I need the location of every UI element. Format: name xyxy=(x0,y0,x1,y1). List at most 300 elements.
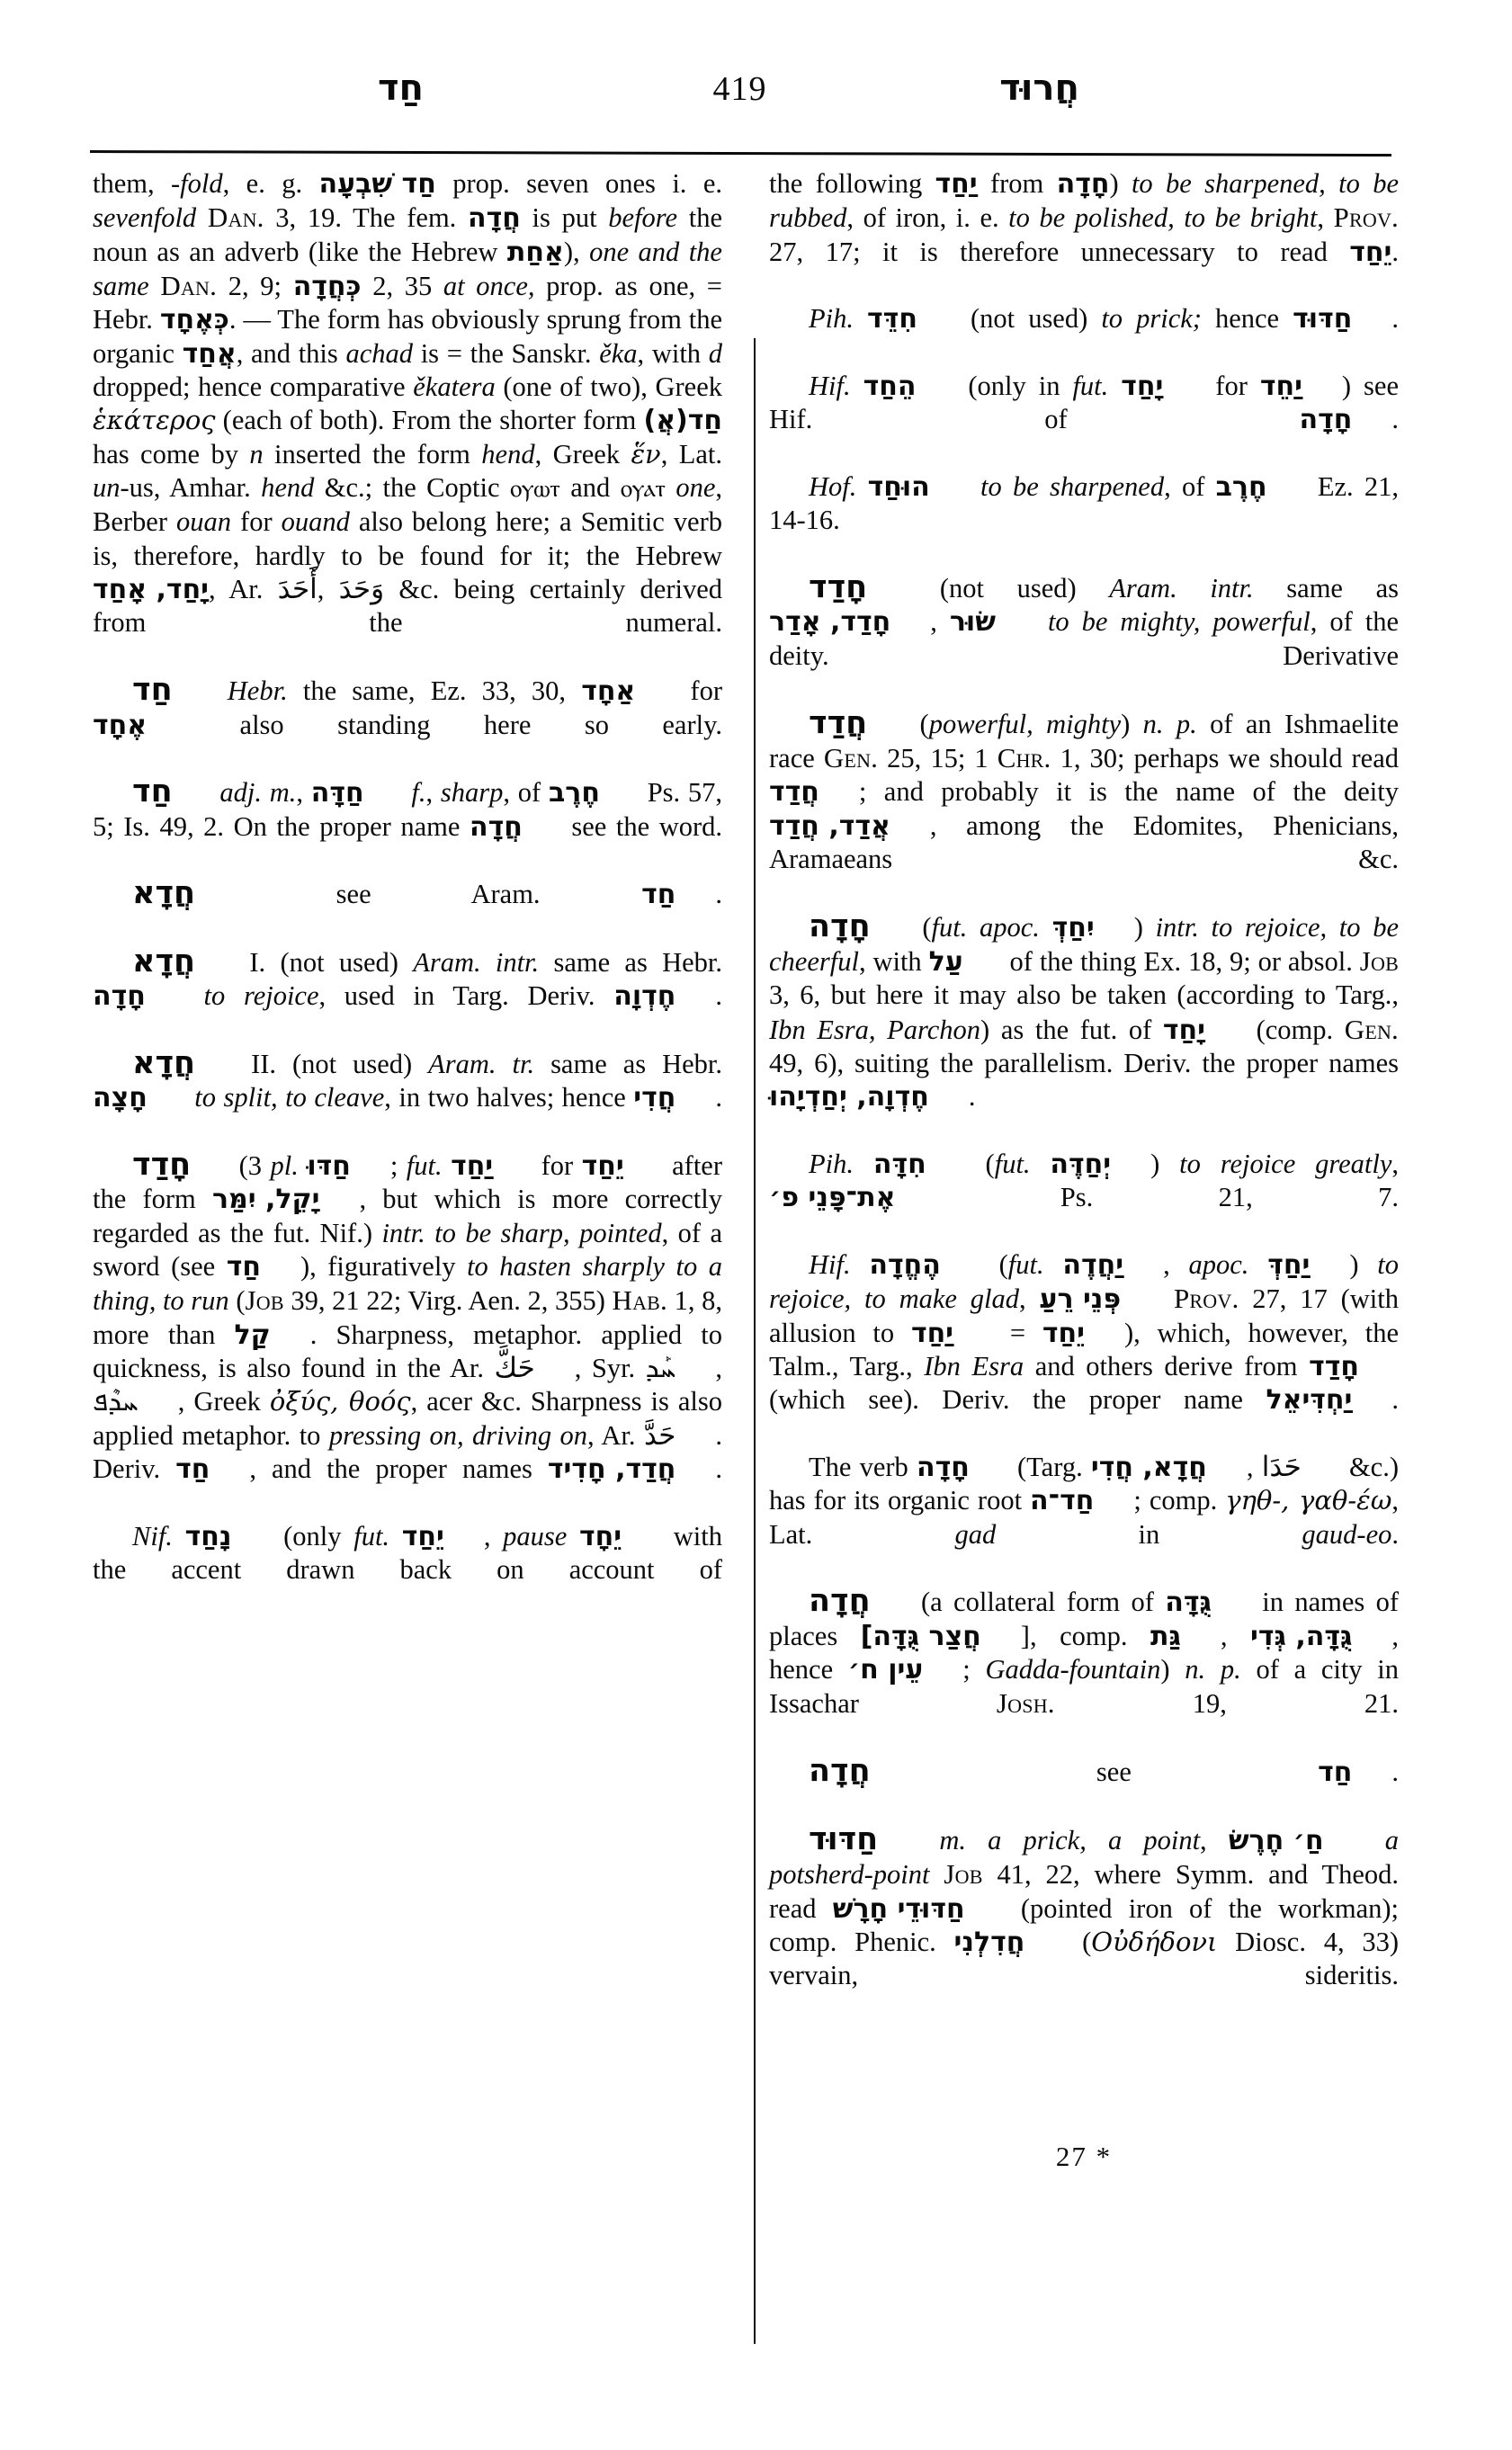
greek-word: γηθ-, γαθ-έω xyxy=(1225,1485,1392,1516)
hebrew-word: יֵחַד xyxy=(581,1149,624,1182)
greek-word: ἑκάτερος xyxy=(93,405,216,436)
body-text: (comp. xyxy=(1244,1014,1345,1045)
hebrew-word: חֲדָה xyxy=(809,1753,871,1790)
body-text: . xyxy=(968,1081,976,1113)
hebrew-word: אֲחַד xyxy=(182,337,237,370)
body-text xyxy=(970,471,980,502)
gloss-text: ouan xyxy=(176,506,232,538)
gloss-text: hend xyxy=(261,472,315,504)
gloss-text: to be sharpened, to be rubbed xyxy=(769,168,1399,234)
hebrew-word: יָקֵל, יִמַּר xyxy=(211,1184,320,1216)
body-text: , xyxy=(930,606,950,638)
gloss-text: Hif. xyxy=(809,1249,851,1280)
dictionary-entry xyxy=(769,1248,1399,1451)
hebrew-word: חִדֵּד xyxy=(867,303,917,335)
body-text: &c.; the Coptic xyxy=(314,472,510,504)
body-text: them, xyxy=(93,168,172,199)
gloss-text: Pih. xyxy=(809,1148,854,1179)
hebrew-word: אַחַת xyxy=(506,236,564,268)
body-text: , Ar. xyxy=(587,1419,644,1451)
body-text: (only in xyxy=(955,371,1073,402)
body-text: for xyxy=(675,675,722,707)
body-text: 1, 8, more than xyxy=(93,1285,723,1350)
hebrew-word: חָדַד xyxy=(132,1146,192,1183)
body-text: , and the proper names xyxy=(249,1453,548,1485)
hebrew-word: חֲדַד, חָדִיד xyxy=(547,1453,676,1486)
body-text: 2, 35 xyxy=(361,271,443,302)
hebrew-word: יַחֵד xyxy=(1259,371,1302,403)
coptic-word: ⲟⲩⲁⲧ xyxy=(620,475,666,504)
hebrew-word: חַדּוּד xyxy=(809,1820,879,1857)
dictionary-entry xyxy=(769,571,1399,706)
body-text: after the form xyxy=(93,1149,723,1215)
coptic-word: ⲟⲩⲱⲧ xyxy=(509,475,560,504)
body-text xyxy=(1160,1283,1174,1314)
body-text: 27, 17 (with allusion to xyxy=(769,1283,1399,1348)
body-text: the same, Ez. 33, 30, xyxy=(287,675,582,707)
gloss-text: one xyxy=(675,472,716,504)
body-text: , xyxy=(1391,1148,1399,1179)
gloss-text: to split, to cleave xyxy=(194,1082,385,1113)
dictionary-entry xyxy=(769,470,1399,571)
body-text xyxy=(567,1521,579,1551)
greek-word: Οὐδήδονι xyxy=(1091,1926,1218,1957)
dictionary-entry xyxy=(769,302,1399,370)
body-text: (which see). Deriv. the proper name xyxy=(769,1384,1266,1416)
body-text: see Aram. xyxy=(235,879,642,910)
hebrew-word: חָדָה xyxy=(809,908,871,944)
hebrew-word: יֵחַד xyxy=(1349,236,1392,268)
body-text: (each of both). From the shorter form xyxy=(215,405,644,436)
body-text: , among the Edomites, Phenicians, Aramaeans &c. xyxy=(769,809,1399,874)
hebrew-word: חַד xyxy=(132,773,173,810)
body-text: hence xyxy=(1201,303,1293,335)
body-text: ( xyxy=(228,1285,246,1317)
body-text: , Berber xyxy=(93,472,722,538)
body-text: , xyxy=(1163,1249,1189,1280)
body-text: , with xyxy=(858,945,929,977)
body-text xyxy=(1248,1249,1267,1280)
gloss-text: fut. xyxy=(406,1149,443,1181)
gloss-text: Ibn Esra xyxy=(924,1351,1024,1382)
hebrew-word: חֶדְוָה xyxy=(613,980,676,1013)
hebrew-word: חָצָה xyxy=(93,1082,148,1114)
gloss-text: Aram. intr. xyxy=(1109,573,1254,604)
hebrew-word: חַד־ה xyxy=(1030,1485,1095,1517)
body-text: 19, 21. xyxy=(1054,1688,1399,1720)
body-text: 41, 22, where Symm. and Theod. read xyxy=(769,1859,1399,1924)
hebrew-word: חָדָה xyxy=(916,1452,970,1484)
hebrew-word: יַחַדְּ xyxy=(1267,1249,1311,1281)
scripture-reference: Job xyxy=(245,1284,284,1317)
hebrew-word: יֵחַד xyxy=(401,1520,444,1552)
gloss-text: to rejoice xyxy=(203,980,319,1012)
body-text: , Lat. xyxy=(660,438,722,469)
body-text xyxy=(212,675,228,706)
hebrew-word: חָדָה xyxy=(1056,168,1110,200)
gloss-text: fut. apoc. xyxy=(931,911,1040,943)
body-text xyxy=(1040,912,1052,943)
body-text: of an Ishmaelite race xyxy=(769,708,1399,773)
body-text: = xyxy=(993,1317,1042,1348)
body-text xyxy=(854,303,867,334)
hebrew-word: חַד xyxy=(641,879,676,911)
body-text xyxy=(1031,1149,1051,1179)
body-text: (one of two), Greek xyxy=(495,371,723,403)
gloss-text: adj. m. xyxy=(219,777,297,809)
gloss-text: to rejoice greatly xyxy=(1179,1148,1392,1179)
body-text: Ps. 57, 5; Is. 49, 2. On the proper name xyxy=(93,777,723,842)
gloss-text: gaud-eo xyxy=(1302,1518,1392,1550)
body-text xyxy=(1044,1249,1063,1280)
body-text: . xyxy=(1391,1757,1399,1788)
body-text: . xyxy=(1391,1518,1399,1550)
body-text: ), xyxy=(563,236,590,267)
right-column xyxy=(769,167,1399,2026)
hebrew-word: כְּחֲדָה xyxy=(292,271,362,303)
arabic-word: وَحَدَ xyxy=(338,573,385,606)
gloss-text: Hif. xyxy=(809,371,851,402)
hebrew-word: עַל xyxy=(928,945,963,978)
hebrew-word: חַד xyxy=(226,1251,261,1283)
body-text: 2, 9; xyxy=(217,271,293,302)
body-text: , and this xyxy=(236,337,346,369)
hebrew-word: חָדַד xyxy=(809,569,868,606)
body-text xyxy=(854,1149,873,1179)
body-text: ( xyxy=(965,1148,995,1179)
gloss-text: ěkatera xyxy=(413,371,496,403)
body-text: , xyxy=(425,777,441,809)
gloss-text: a potsherd-point xyxy=(769,1824,1399,1891)
body-text: , but which is more correctly regarded as the fut. Nif.) xyxy=(93,1184,722,1248)
body-text: ; xyxy=(962,1654,986,1685)
body-text: ) see Hif. of xyxy=(769,371,1399,435)
hebrew-word: חֶרֶב xyxy=(548,777,600,809)
body-text: , xyxy=(296,777,311,809)
gloss-text: Aram. intr. xyxy=(413,946,540,978)
body-text: , of a sword (see xyxy=(93,1217,723,1282)
body-text: also standing here so early. xyxy=(186,709,722,740)
hebrew-word: חַ׳ חֶרֶשׂ xyxy=(1228,1824,1324,1856)
hebrew-word: פְּנֵי רֵעַ xyxy=(1039,1283,1122,1316)
hebrew-word: חֲדָא xyxy=(132,943,196,979)
body-text: Ps. 21, 7. xyxy=(935,1182,1399,1213)
body-text: , xyxy=(1220,1620,1251,1651)
body-text: . xyxy=(1391,236,1399,267)
body-text: (3 xyxy=(230,1149,271,1181)
body-text: ; and probably it is the name of the deity xyxy=(858,776,1399,808)
body-text: 1, 30; perhaps we should read xyxy=(1051,742,1399,773)
gloss-text: intr. to rejoice, to be cheerful xyxy=(769,911,1399,977)
gloss-text: n. p. xyxy=(1185,1654,1241,1685)
body-text: ( xyxy=(1064,1926,1092,1957)
body-text: inserted the form xyxy=(263,438,482,469)
signature-mark: 27 * xyxy=(1055,2141,1113,2172)
gloss-text: at once, xyxy=(443,271,535,302)
hebrew-word: יָחַד, אָחַד xyxy=(93,574,210,606)
body-text: . Deriv. xyxy=(93,1419,722,1485)
body-text: ) xyxy=(1160,1654,1185,1685)
gloss-text: pressing on, driving on xyxy=(328,1419,588,1451)
gloss-text: Aram. tr. xyxy=(428,1048,535,1079)
hebrew-word: חַד xyxy=(175,1453,210,1486)
body-text: , acer &c. Sharpness is also applied metaphor. to xyxy=(93,1386,722,1451)
body-text: II. (not used) xyxy=(235,1048,429,1079)
body-text: in names of places xyxy=(769,1587,1399,1651)
body-text: for xyxy=(1203,371,1260,402)
body-text: of a city in Issachar xyxy=(769,1654,1400,1720)
body-text: 39, 21 22; Virg. Aen. 2, 355) xyxy=(283,1285,613,1317)
hebrew-word: חַדָּה xyxy=(310,777,364,809)
running-head-left-word: חַד xyxy=(378,67,424,109)
body-text: with the accent drawn back on account of xyxy=(93,1520,723,1586)
body-text: . xyxy=(1391,1384,1399,1416)
hebrew-word: גֻּדָּה, גְּדִי xyxy=(1250,1620,1353,1652)
gloss-text: Hof. xyxy=(809,471,857,503)
running-head-right-word: חֲרוּד xyxy=(999,67,1079,109)
gloss-text: to hasten sharply to a thing, to run xyxy=(93,1251,722,1317)
body-text: 3, 6, but here it may also be taken (according to Targ., xyxy=(769,979,1399,1011)
gloss-text: pl. xyxy=(270,1149,299,1181)
gloss-text: pause xyxy=(503,1520,568,1551)
scripture-reference: Dan. xyxy=(160,270,218,302)
body-text: ( xyxy=(980,1249,1008,1280)
hebrew-word: יְחַדֶּה xyxy=(1050,1148,1112,1180)
arabic-word: أَحَدَ xyxy=(277,573,318,606)
gloss-text: ouand xyxy=(281,506,350,538)
body-text: see the word. xyxy=(561,810,723,842)
body-text: , of iron, i. e. xyxy=(846,202,1009,234)
scripture-reference: Hab. xyxy=(612,1284,667,1317)
dictionary-entry xyxy=(769,1820,1400,2026)
text-body xyxy=(0,167,1512,2191)
body-text: 3, 19. The fem. xyxy=(264,202,468,234)
body-text: &c.) has for its organic root xyxy=(769,1452,1400,1516)
body-text: has come by xyxy=(93,438,250,469)
body-text: for xyxy=(532,1149,582,1181)
arabic-word: حَدَا xyxy=(1261,1451,1302,1484)
body-text xyxy=(185,980,204,1011)
hebrew-word: עֵין ח׳ xyxy=(847,1654,924,1686)
body-text: , e. g. xyxy=(222,168,319,199)
greek-word: ὀξύς, θοός xyxy=(269,1386,411,1417)
gloss-text: to be sharpened xyxy=(980,471,1165,503)
hebrew-word: יַחַד xyxy=(935,168,978,200)
body-text xyxy=(917,1825,939,1855)
hebrew-word: הוּחַד xyxy=(867,471,930,504)
gloss-text: fut. xyxy=(1072,371,1109,402)
body-text xyxy=(929,1859,944,1890)
body-text: , Greek xyxy=(534,438,631,469)
body-text: ) as the fut. of xyxy=(980,1014,1163,1045)
body-text: , xyxy=(1200,1824,1229,1855)
body-text: . xyxy=(715,1082,722,1113)
hebrew-word: חֲצַר גֻּדָּה] xyxy=(860,1620,981,1652)
body-text: of the thing Ex. 18, 9; or absol. xyxy=(1002,945,1360,977)
body-text: , Greek xyxy=(177,1386,270,1417)
body-text: ) xyxy=(1121,708,1143,739)
body-text: in xyxy=(996,1518,1302,1550)
hebrew-word: חַד xyxy=(1318,1757,1353,1789)
gloss-text: fut. xyxy=(1007,1249,1044,1280)
hebrew-word: אֲדַד, חֲדַד xyxy=(769,809,890,842)
dictionary-entry xyxy=(93,1044,722,1149)
hebrew-word: חַדּוּדֵי חָרָשׁ xyxy=(832,1892,965,1925)
dictionary-entry xyxy=(93,877,722,945)
hebrew-word: יֵחַד xyxy=(1042,1317,1085,1349)
hebrew-word: יַחַד xyxy=(451,1149,494,1182)
arabic-word: ܚܕܶܦ xyxy=(93,1385,139,1418)
hebrew-word: חֲדָא xyxy=(132,1044,196,1081)
body-text: I. (not used) xyxy=(235,946,414,978)
body-text: &c. being certainly derived from the numeral. xyxy=(93,574,723,639)
body-text xyxy=(1108,371,1121,401)
body-text: 27, 17; it is therefore unnecessary to read xyxy=(769,236,1350,267)
hebrew-word: חַדּוּד xyxy=(1293,303,1353,335)
body-text: (a collateral form of xyxy=(909,1587,1166,1618)
hebrew-word: יָחַד xyxy=(1121,371,1164,403)
hebrew-word: קַל xyxy=(234,1319,271,1351)
hebrew-word: יַחֲדֶה xyxy=(1062,1249,1124,1281)
gloss-text: gad xyxy=(954,1518,997,1550)
gloss-text: intr. to be sharp, pointed xyxy=(381,1217,662,1248)
column-divider xyxy=(754,338,756,2344)
body-text: us, Amhar. xyxy=(129,472,262,504)
body-text: same as Hebr. xyxy=(534,1048,722,1079)
body-text: 49, 6), suiting the parallelism. Deriv. the proper names xyxy=(769,1047,1399,1078)
hebrew-word: יִחַדְּ xyxy=(1051,911,1095,943)
body-text: ; xyxy=(389,1149,407,1181)
body-text: ) xyxy=(1133,911,1156,943)
body-text: the noun as an adverb (like the Hebrew xyxy=(93,202,723,267)
hebrew-word: חֲדִלְנִי xyxy=(953,1926,1025,1958)
body-text: . xyxy=(715,1453,722,1485)
body-text xyxy=(666,472,675,503)
hebrew-word: הֶחֱדָה xyxy=(869,1249,941,1281)
gloss-text: one and the same xyxy=(93,236,722,302)
page-number: 419 xyxy=(712,70,767,108)
hebrew-word: חֲדָא xyxy=(132,875,196,912)
gloss-text: ěka xyxy=(599,337,638,369)
hebrew-word: גַּת xyxy=(1150,1620,1181,1652)
dictionary-entry xyxy=(769,1755,1399,1823)
body-text: (not used) xyxy=(956,303,1102,335)
hebrew-word: גֻּדָּה xyxy=(1165,1587,1212,1619)
body-text: ( xyxy=(907,708,929,739)
gloss-text: -fold xyxy=(171,168,223,199)
body-text: . xyxy=(715,980,722,1012)
body-text: and others derive from xyxy=(1024,1351,1310,1382)
gloss-text: fut. xyxy=(353,1520,390,1551)
hebrew-word: שׂוּר xyxy=(949,606,996,639)
body-text: prop. as one, = Hebr. xyxy=(93,271,722,335)
dictionary-entry xyxy=(769,910,1399,1148)
hebrew-word: יָחַד xyxy=(1162,1014,1205,1046)
body-text: for xyxy=(231,506,282,538)
body-text: , xyxy=(715,1353,722,1384)
hebrew-word: חֲדָה xyxy=(809,1583,871,1620)
hebrew-word: אַחָד xyxy=(581,675,636,708)
body-text: is put xyxy=(520,202,609,234)
body-text: also belong here; a Semitic verb is, therefore, hardly to be found for it; the Hebrew xyxy=(93,506,723,571)
gloss-text: n xyxy=(249,438,264,469)
hebrew-word: חִדָּה xyxy=(872,1148,926,1180)
gloss-text: powerful, mighty xyxy=(928,708,1122,739)
arabic-word: حَدَّ xyxy=(643,1418,676,1452)
arabic-word: ܚܰܕ xyxy=(645,1352,676,1385)
body-text: , Syr. xyxy=(574,1353,646,1384)
body-text xyxy=(389,1521,402,1551)
dictionary-entry xyxy=(769,704,1399,910)
hebrew-word: נָחַד xyxy=(184,1520,232,1552)
body-text: , of xyxy=(503,777,549,809)
gloss-text: d xyxy=(708,337,722,369)
body-text: . xyxy=(1391,404,1399,435)
dictionary-entry xyxy=(93,1146,723,1520)
body-text: ) xyxy=(1150,1148,1180,1179)
hebrew-word: יַחְדִּיאֵל xyxy=(1266,1384,1353,1417)
gloss-text: Nif. xyxy=(132,1520,173,1551)
body-text: , used in Targ. Deriv. xyxy=(318,980,614,1012)
gloss-text: un- xyxy=(93,472,130,504)
gloss-text: to prick; xyxy=(1101,303,1202,335)
body-text xyxy=(851,371,863,401)
scripture-reference: Gen. xyxy=(823,741,879,773)
body-text: , of xyxy=(1164,471,1216,503)
gloss-text: to be polished, to be bright xyxy=(1008,202,1318,234)
hebrew-word: חֶרֶב xyxy=(1215,471,1267,504)
hebrew-word: יֵחָד xyxy=(579,1520,622,1552)
hebrew-word: הֵחַד xyxy=(863,371,917,403)
scripture-reference: Chr. xyxy=(997,741,1051,773)
body-text: ; comp. xyxy=(1133,1485,1226,1516)
body-text: (pointed iron of the workman); comp. Phenic. xyxy=(769,1892,1400,1957)
scripture-reference: Josh. xyxy=(996,1687,1055,1720)
scripture-reference: Prov. xyxy=(1333,201,1399,234)
hebrew-word: חַדּוּ xyxy=(307,1149,351,1182)
body-text: dropped; hence comparative xyxy=(93,371,414,403)
body-text: , with xyxy=(637,337,709,369)
gloss-text: hend xyxy=(481,438,535,469)
hebrew-word: חָדַד xyxy=(1309,1351,1359,1383)
body-text: . — The form has obviously sprung from the organic xyxy=(93,304,722,369)
left-column xyxy=(93,167,722,1621)
body-text: ) xyxy=(1109,168,1132,199)
dictionary-entry xyxy=(93,674,722,775)
body-text: ( xyxy=(909,911,932,943)
body-text: the following xyxy=(769,168,935,199)
body-text xyxy=(173,1521,185,1551)
hebrew-word: אֶת־פָּנֵי פ׳ xyxy=(769,1182,896,1214)
body-text xyxy=(196,202,208,233)
body-text: and xyxy=(559,472,621,504)
scripture-reference: Job xyxy=(944,1858,983,1891)
body-text: from xyxy=(977,168,1057,199)
hebrew-word: חֲדִי xyxy=(633,1082,676,1114)
gloss-text: Gadda-fountain xyxy=(985,1654,1161,1685)
gloss-text: Ibn Esra, Parchon xyxy=(769,1014,981,1045)
header-rule xyxy=(90,150,1391,156)
gloss-text: Pih. xyxy=(809,303,854,335)
body-text xyxy=(856,471,867,502)
hebrew-word: אֶחָד xyxy=(93,709,148,741)
gloss-text: sharp xyxy=(440,777,504,809)
greek-word: ἕν xyxy=(631,438,661,469)
body-text: ], comp. xyxy=(1020,1620,1150,1651)
body-text: , in two halves; hence xyxy=(384,1082,634,1113)
hebrew-word: חֲדַד xyxy=(769,776,819,809)
hebrew-word: חַד(אֲ) xyxy=(643,405,722,437)
